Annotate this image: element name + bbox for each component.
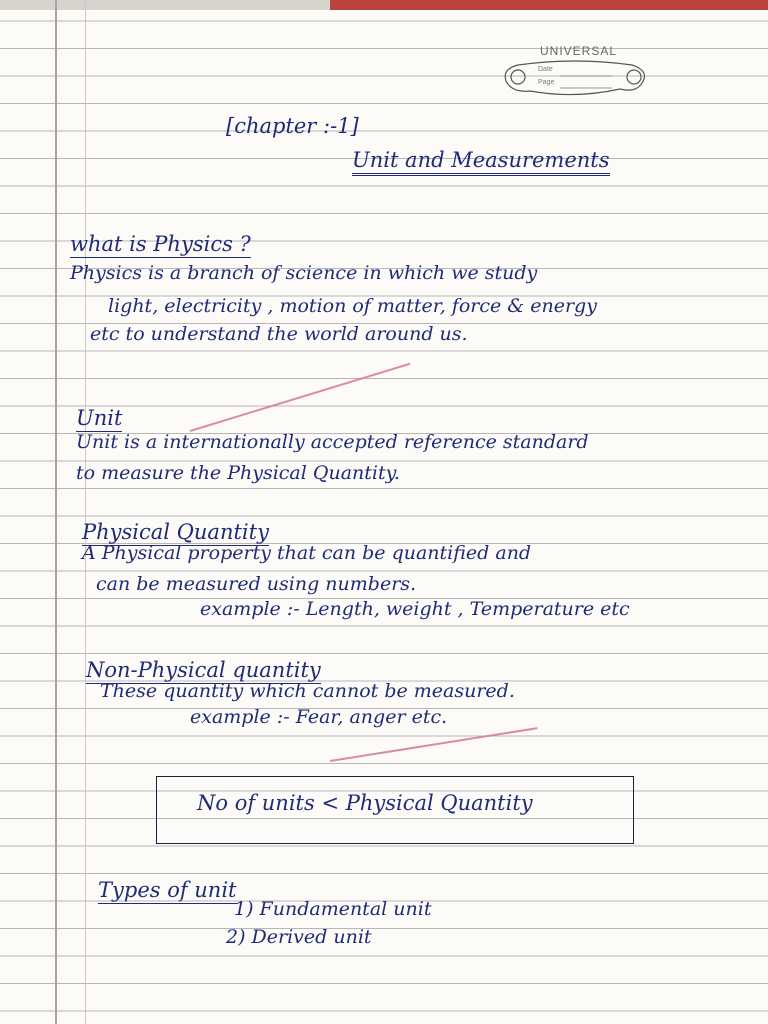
physical-quantity-line-1: A Physical property that can be quantified and (82, 542, 532, 564)
physics-line-1: Physics is a branch of science in which we study (70, 262, 538, 284)
physical-quantity-heading: Physical Quantity (82, 520, 269, 544)
units-comparison-box (156, 776, 634, 844)
types-item-2: 2) Derived unit (226, 926, 372, 948)
unit-line-1: Unit is a internationally accepted reference standard (76, 431, 589, 453)
physical-quantity-example: example :- Length, weight , Temperature etc (200, 598, 630, 620)
logo-scroll-icon (500, 59, 650, 97)
non-physical-quantity-line-1: These quantity which cannot be measured. (100, 680, 515, 702)
margin-line-faint (85, 0, 86, 1024)
physical-quantity-line-2: can be measured using numbers. (96, 573, 417, 595)
units-comparison-text: No of units < Physical Quantity (197, 791, 533, 815)
page-top-edge (0, 0, 768, 10)
unit-heading: Unit (76, 406, 123, 430)
chapter-subject: Unit and Measurements (352, 148, 610, 176)
physics-line-2: light, electricity , motion of matter, force & energy (108, 295, 597, 317)
logo-page-label: Page (538, 79, 555, 86)
non-physical-quantity-heading: Non-Physical quantity (86, 658, 321, 682)
logo-brand: UNIVERSAL (540, 44, 618, 58)
chapter-title: [chapter :-1] (226, 114, 359, 138)
physics-line-3: etc to understand the world around us. (90, 323, 468, 345)
margin-line (55, 0, 57, 1024)
logo-date-label: Date (538, 66, 553, 73)
physics-question: what is Physics ? (70, 232, 251, 256)
non-physical-quantity-example: example :- Fear, anger etc. (190, 706, 448, 728)
types-of-unit-heading: Types of unit (98, 878, 237, 902)
types-item-1: 1) Fundamental unit (234, 898, 432, 920)
notebook-logo (500, 44, 650, 100)
red-pen-stroke-1 (190, 363, 410, 432)
unit-line-2: to measure the Physical Quantity. (76, 462, 400, 484)
red-pen-stroke-2 (330, 727, 538, 761)
